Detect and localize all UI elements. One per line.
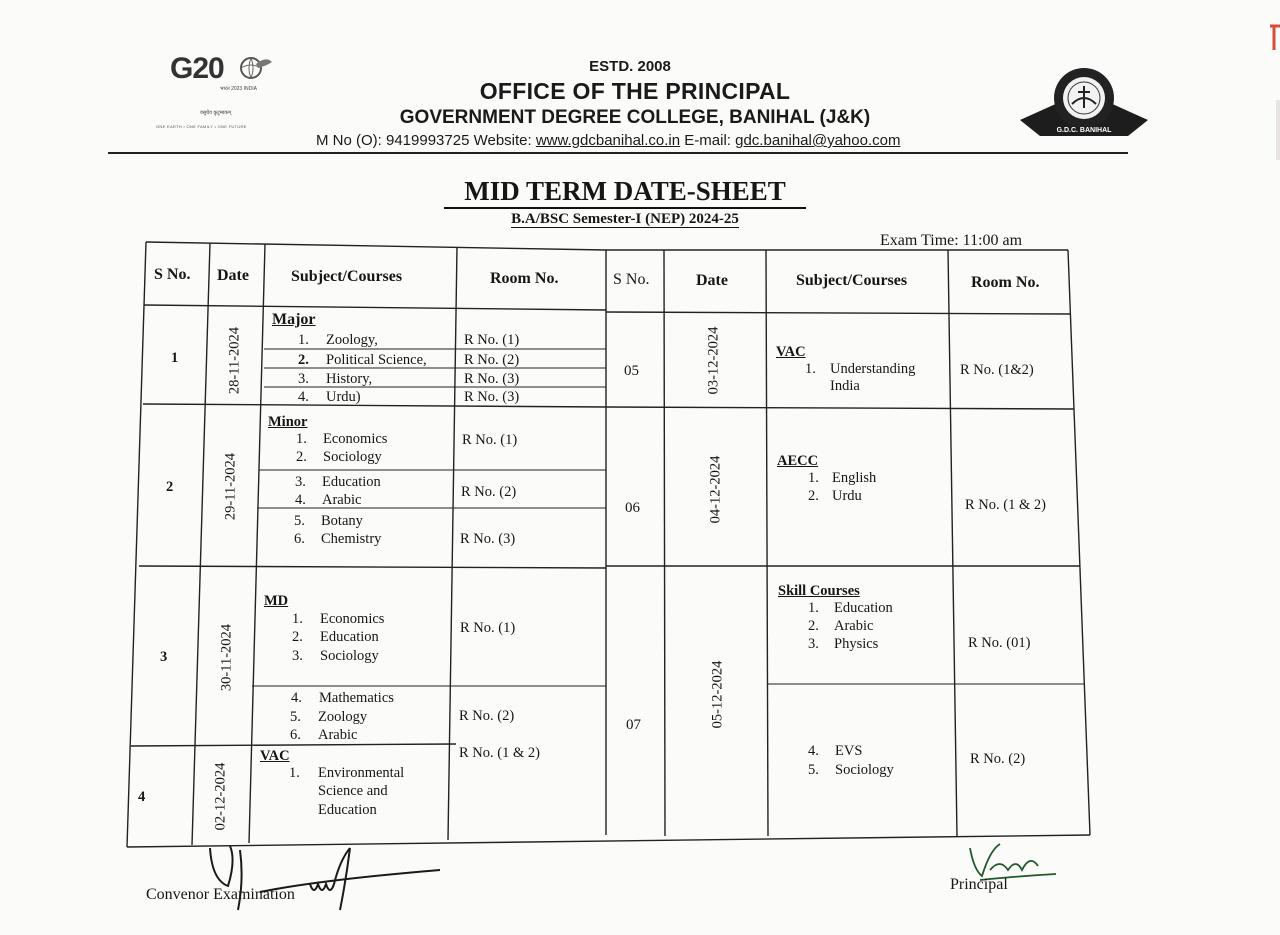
row1-item1-num: 1. bbox=[298, 332, 309, 348]
row2-item2-subject: Sociology bbox=[323, 449, 382, 465]
row3-item3-num: 3. bbox=[292, 648, 303, 664]
row4-date: 02-12-2024 bbox=[212, 762, 229, 831]
row7-sno: 07 bbox=[626, 717, 641, 733]
row5-category: VAC bbox=[776, 344, 806, 360]
establishment-year: ESTD. 2008 bbox=[589, 58, 671, 75]
row7-item2-subject: Arabic bbox=[834, 618, 874, 634]
row4-item1-line1: Environmental bbox=[318, 765, 405, 781]
row5-sno: 05 bbox=[624, 363, 639, 379]
convenor-label: Convenor Examination bbox=[146, 886, 295, 903]
row3-item6-num: 6. bbox=[290, 727, 301, 743]
row1-item4-subject: Urdu) bbox=[326, 389, 361, 405]
g20-tag-hindi: भारत 2023 INDIA bbox=[220, 86, 257, 92]
header-sno-left: S No. bbox=[154, 266, 191, 283]
row7-item1-subject: Education bbox=[834, 600, 893, 616]
subtitle-text: B.A/BSC Semester-I (NEP) 2024-25 bbox=[511, 211, 739, 227]
header-room-left: Room No. bbox=[490, 270, 559, 287]
row7-item1-num: 1. bbox=[808, 600, 819, 616]
row1-item1-room: R No. (1) bbox=[464, 332, 520, 348]
row4-item1-line2: Science and bbox=[318, 783, 388, 799]
row7-date: 05-12-2024 bbox=[709, 660, 726, 729]
row4-item1-num: 1. bbox=[289, 765, 300, 781]
row1-item4-num: 4. bbox=[298, 389, 309, 405]
header-room-right: Room No. bbox=[971, 274, 1040, 291]
row3-item3-subject: Sociology bbox=[320, 648, 379, 664]
row6-date: 04-12-2024 bbox=[707, 455, 724, 524]
row7-item3-num: 3. bbox=[808, 636, 819, 652]
row6-item2-num: 2. bbox=[808, 488, 819, 504]
row5-item1-line2: India bbox=[830, 378, 860, 394]
office-heading: OFFICE OF THE PRINCIPAL bbox=[479, 78, 791, 104]
row7-category: Skill Courses bbox=[778, 583, 860, 599]
contact-prefix: M No (O): 9419993725 Website: bbox=[316, 132, 536, 149]
row7-item5-num: 5. bbox=[808, 762, 819, 778]
g20-tag-motto: ONE EARTH • ONE FAMILY • ONE FUTURE bbox=[156, 124, 247, 129]
row1-category: Major bbox=[272, 311, 316, 328]
row3-item6-subject: Arabic bbox=[318, 727, 358, 743]
row2-group1-room: R No. (1) bbox=[462, 432, 518, 448]
row5-item1-num: 1. bbox=[805, 361, 816, 377]
row2-item6-subject: Chemistry bbox=[321, 531, 382, 547]
row1-item2-num: 2. bbox=[298, 352, 309, 368]
row2-item3-subject: Education bbox=[322, 474, 381, 490]
row5-item1-line1: Understanding bbox=[830, 361, 916, 377]
row1-sno: 1 bbox=[171, 350, 179, 366]
g20-logo-text: G20 bbox=[170, 52, 224, 85]
row3-item2-num: 2. bbox=[292, 629, 303, 645]
row2-group3-room: R No. (3) bbox=[460, 531, 516, 547]
row1-item2-subject: Political Science, bbox=[326, 352, 427, 368]
row7-item5-subject: Sociology bbox=[835, 762, 894, 778]
row1-date: 28-11-2024 bbox=[226, 326, 243, 395]
row7-group2-room: R No. (2) bbox=[970, 751, 1026, 767]
row3-date: 30-11-2024 bbox=[218, 623, 235, 692]
website-link[interactable]: www.gdcbanihal.co.in bbox=[535, 132, 681, 149]
header-date-right: Date bbox=[696, 272, 728, 289]
row6-category: AECC bbox=[777, 453, 819, 469]
row4-item1-line3: Education bbox=[318, 802, 377, 818]
row3-item4-subject: Mathematics bbox=[319, 690, 394, 706]
row2-item1-num: 1. bbox=[296, 431, 307, 447]
row3-item1-subject: Economics bbox=[320, 611, 385, 627]
row3-item4-num: 4. bbox=[291, 690, 302, 706]
row3-sno: 3 bbox=[160, 649, 168, 665]
header-sno-right: S No. bbox=[613, 271, 650, 288]
exam-time: Exam Time: 11:00 am bbox=[880, 232, 1023, 249]
row3-category: MD bbox=[264, 593, 289, 609]
row4-room: R No. (1 & 2) bbox=[459, 745, 540, 761]
row6-sno: 06 bbox=[625, 500, 640, 516]
row5-date: 03-12-2024 bbox=[705, 326, 722, 395]
row5-room: R No. (1&2) bbox=[960, 362, 1034, 378]
row1-item3-subject: History, bbox=[326, 371, 373, 387]
row6-item2-subject: Urdu bbox=[832, 488, 862, 504]
row2-group2-room: R No. (2) bbox=[461, 484, 517, 500]
row1-item4-room: R No. (3) bbox=[464, 389, 520, 405]
row4-sno: 4 bbox=[138, 789, 146, 805]
row6-room: R No. (1 & 2) bbox=[965, 497, 1046, 513]
row3-item5-num: 5. bbox=[290, 709, 301, 725]
row2-item5-subject: Botany bbox=[321, 513, 363, 529]
principal-label: Principal bbox=[950, 876, 1008, 893]
college-name: GOVERNMENT DEGREE COLLEGE, BANIHAL (J&K) bbox=[399, 107, 871, 128]
row7-item4-subject: EVS bbox=[835, 743, 863, 759]
row3-group2-room: R No. (2) bbox=[459, 708, 515, 724]
row4-category: VAC bbox=[260, 748, 290, 764]
header-subject-left: Subject/Courses bbox=[291, 268, 403, 285]
row6-item1-num: 1. bbox=[808, 470, 819, 486]
row2-item4-num: 4. bbox=[295, 492, 306, 508]
row2-sno: 2 bbox=[166, 479, 174, 495]
row2-item2-num: 2. bbox=[296, 449, 307, 465]
page-edge-mark bbox=[1268, 10, 1280, 160]
g20-tag-motto-hindi: वसुधैव कुटुम्बकम् bbox=[200, 110, 232, 116]
email-prefix: E-mail: bbox=[680, 132, 736, 149]
row6-item1-subject: English bbox=[832, 470, 877, 486]
row1-item3-num: 3. bbox=[298, 371, 309, 387]
row7-item4-num: 4. bbox=[808, 743, 819, 759]
row1-item2-room: R No. (2) bbox=[464, 352, 520, 368]
row7-group1-room: R No. (01) bbox=[968, 635, 1031, 651]
row2-item4-subject: Arabic bbox=[322, 492, 362, 508]
row2-item3-num: 3. bbox=[295, 474, 306, 490]
row2-date: 29-11-2024 bbox=[222, 452, 239, 521]
row3-item5-subject: Zoology bbox=[318, 709, 368, 725]
row1-item3-room: R No. (3) bbox=[464, 371, 520, 387]
row2-item5-num: 5. bbox=[294, 513, 305, 529]
row2-item6-num: 6. bbox=[294, 531, 305, 547]
row3-group1-room: R No. (1) bbox=[460, 620, 516, 636]
page-title: MID TERM DATE-SHEET bbox=[444, 175, 806, 209]
row2-item1-subject: Economics bbox=[323, 431, 388, 447]
row2-category: Minor bbox=[268, 414, 308, 430]
row3-item2-subject: Education bbox=[320, 629, 379, 645]
row1-item1-subject: Zoology, bbox=[326, 332, 378, 348]
header-subject-right: Subject/Courses bbox=[796, 272, 908, 289]
header-date-left: Date bbox=[217, 267, 249, 284]
convenor-signature bbox=[200, 840, 450, 920]
email-link[interactable]: gdc.banihal@yahoo.com bbox=[735, 132, 901, 149]
row7-item2-num: 2. bbox=[808, 618, 819, 634]
row3-item1-num: 1. bbox=[292, 611, 303, 627]
seal-text: G.D.C. BANIHAL bbox=[1056, 127, 1112, 134]
row7-item3-subject: Physics bbox=[834, 636, 879, 652]
